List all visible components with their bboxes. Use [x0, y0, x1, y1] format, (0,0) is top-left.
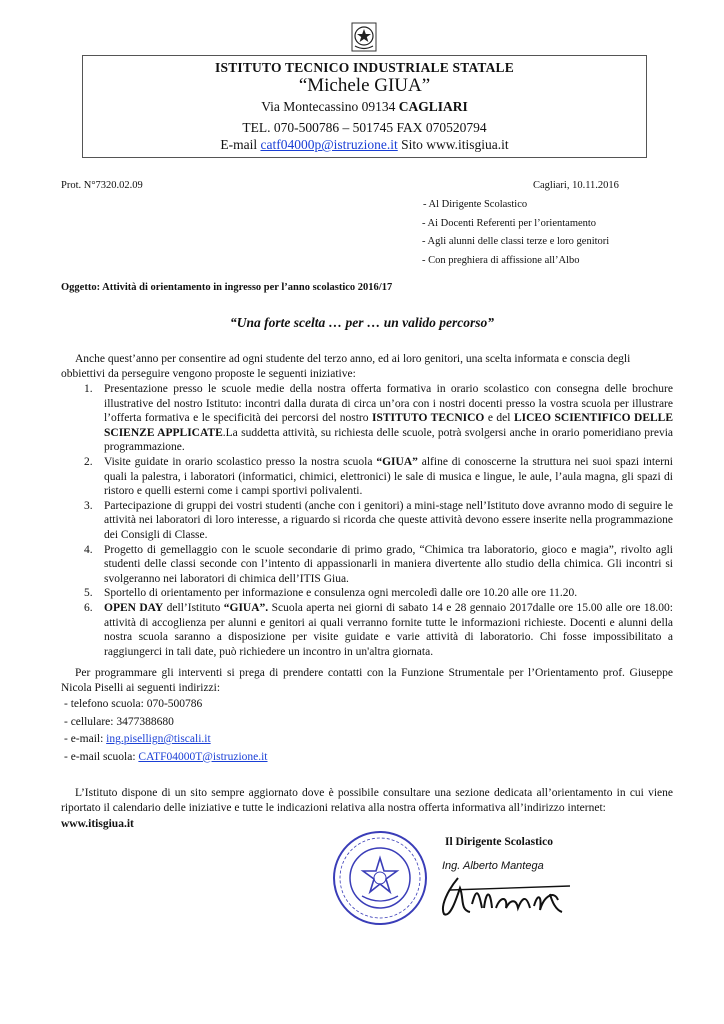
- institute-phones: TEL. 070-500786 – 501745 FAX 070520794: [242, 120, 487, 135]
- institute-contacts: E-mail catf04000p@istruzione.it Sito www.itisgiua.it: [220, 137, 509, 152]
- institute-name: “Michele GIUA”: [298, 75, 431, 96]
- intro-paragraph: Anche quest’anno per consentire ad ogni studente del terzo anno, ed ai loro genitori, una scelta informata e conscia degli obbiettivi da perseguire vengono proposte le seguenti iniziative:: [61, 353, 631, 380]
- letter-date: Cagliari, 10.11.2016: [533, 180, 619, 191]
- recipients-list: [422, 196, 609, 270]
- list-item: 3. Partecipazione di gruppi dei vostri studenti (anche con i genitori) a mini-stage nell’Istituto dove avranno modo di seguire le attività nei laboratori di loro interesse, a riguardo si ricorda che queste attività devono essere inserite nella programmazione dei Consigli di Classe.: [84, 499, 673, 541]
- school-email-link[interactable]: CATF04000T@istruzione.it: [138, 750, 268, 763]
- italian-republic-emblem-icon: [351, 22, 377, 52]
- institute-email-link[interactable]: catf04000p@istruzione.it: [260, 137, 398, 152]
- contact-email-link[interactable]: ing.pisellign@tiscali.it: [106, 733, 211, 745]
- contact-school-email: - e-mail scuola: CATF04000T@istruzione.it: [64, 750, 268, 763]
- contacts-list: [64, 696, 268, 766]
- subject-line: Oggetto: Attività di orientamento in ingresso per l’anno scolastico 2016/17: [61, 282, 393, 293]
- list-item: 2. Visite guidate in orario scolastico presso la nostra scuola “GIUA” alfine di conoscerne la struttura nei suoi spazi interni quali la palestra, i laboratori (informatici, chimici, elettronici) le sale di musica e lingue, le aule, l’aula magna, gli spazi di ristoro e quelli esterni come i campi sportivi polivalenti.: [84, 455, 674, 498]
- recipient: - Agli alunni delle classi terze e loro genitori: [422, 236, 610, 247]
- signature-block: [430, 860, 580, 920]
- website-url[interactable]: www.itisgiua.it: [61, 818, 134, 830]
- motto: “Una forte scelta … per … un valido percorso”: [230, 315, 494, 330]
- signatory-name: Ing. Alberto Mantega: [442, 860, 544, 872]
- list-item: 4. Progetto di gemellaggio con le scuole secondarie di primo grado, “Chimica tra laboratorio, gioco e magia”, rivolto agli studenti delle classi seconde con l’intento di appassionarli in maniera divertente allo studio della chimica. Gli incontri si svolgeranno nei laboratori di chimica dell’ITIS Giua.: [84, 543, 673, 585]
- signatory-role: Il Dirigente Scolastico: [445, 836, 553, 848]
- handwritten-signature-icon: [430, 870, 580, 920]
- contact-mobile: - cellulare: 3477388680: [64, 715, 174, 728]
- recipient: - Con preghiera di affissione all’Albo: [422, 254, 580, 266]
- list-item: 1. Presentazione presso le scuole medie della nostra offerta formativa in orario scolastico con consegna delle brochure illustrative del nostro Istituto: incontri dalla durata di circa un’ora con i nostri docenti presso la vostra scuola per illustrare l’offerta formativa e le specificità dei percorsi del nostro ISTITUTO TECNICO e del LICEO SCIENTIFICO DELLE SCIENZE APPLICATE.La suddetta attività, su richiesta delle scuole, potrà svolgersi anche in orario pomeridiano previa programmazione.: [84, 383, 674, 454]
- institute-type: ISTITUTO TECNICO INDUSTRIALE STATALE: [215, 60, 514, 75]
- institute-address: Via Montecassino 09134 CAGLIARI: [261, 99, 468, 114]
- list-item: 6. OPEN DAY dell’Istituto “GIUA”. Scuola aperta nei giorni di sabato 14 e 28 gennaio 2017dalle ore 15.00 alle ore 18.00: attività di accoglienza per alunni e genitori ai quali verranno fornite tutte le informazioni richieste. Docenti e alunni della nostra scuola saranno a disposizione per visite guidate e varie attività di laboratorio. Chi fosse impossibilitato a raggiungerci in tali date, può richiedere un incontro in un'altra giornata.: [84, 601, 673, 658]
- recipient: - Al Dirigente Scolastico: [423, 199, 528, 210]
- list-item: 5. Sportello di orientamento per informazione e consulenza ogni mercoledì dalle ore 10.20 alle ore 11.20.: [84, 587, 578, 600]
- programming-paragraph: Per programmare gli interventi si prega di prendere contatti con la Funzione Strumentale per l’Orientamento prof. Giuseppe Nicola Piselli ai seguenti indirizzi:: [61, 667, 673, 694]
- protocol-number: Prot. N°7320.02.09: [61, 180, 143, 191]
- website-paragraph: L’Istituto dispone di un sito sempre aggiornato dove è possibile consultare una sezione dedicata all’orientamento in cui viene riportato il calendario delle iniziative e tutte le indicazioni relativa alla nostra offerta informativa all’indirizzo internet:: [61, 787, 673, 814]
- initiatives-list: [76, 382, 673, 659]
- school-stamp-icon: [330, 828, 430, 928]
- contact-phone: - telefono scuola: 070-500786: [64, 698, 203, 710]
- contact-email: - e-mail: ing.pisellign@tiscali.it: [64, 733, 211, 745]
- recipient: - Ai Docenti Referenti per l’orientamento: [422, 217, 597, 229]
- letterhead: [82, 55, 647, 158]
